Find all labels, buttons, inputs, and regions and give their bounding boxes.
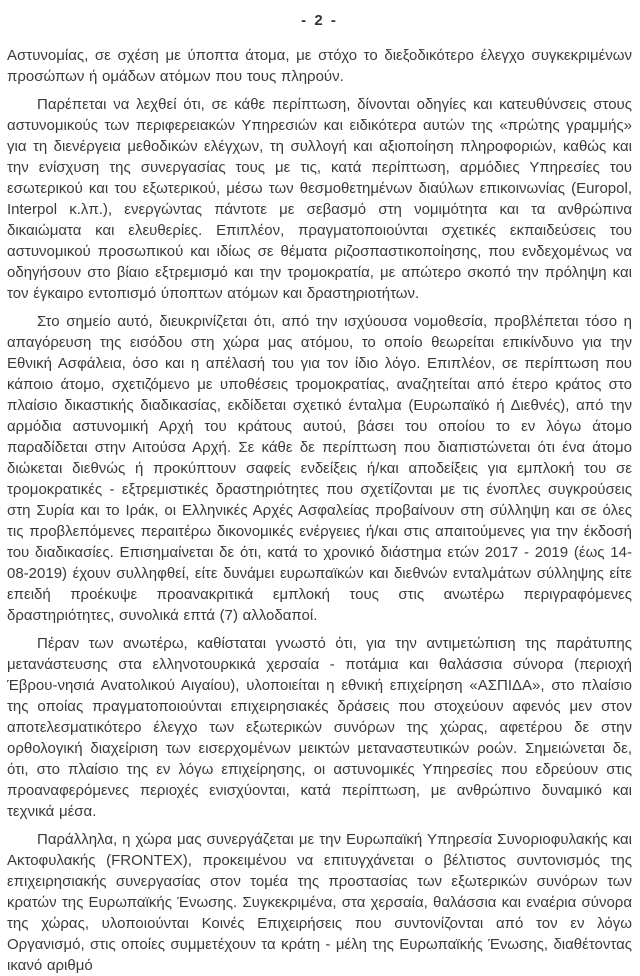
body-paragraph: Παράλληλα, η χώρα μας συνεργάζεται με την Ευρωπαϊκή Υπηρεσία Συνοριοφυλακής και Ακτοφυλακής (FRONTEX), προκειμένου να επιτυγχάνεται ο βέλτιστος συντονισμός της επιχειρησιακής συνεργασίας στον τομέα της προστασίας των εξωτερικών συνόρων των κρατών της Ευρωπαϊκής Ένωσης. Συγκεκριμένα, στα χερσαία, θαλάσσια και εναέρια σύνορα της χώρας, υλοποιούνται Κοινές Επιχειρήσεις που συντονίζονται από τον εν λόγω Οργανισμό, στις οποίες συμμετέχουν τα κράτη - μέλη της Ευρωπαϊκής Ένωσης, διαθέτοντας ικανό αριθμό [7, 831, 632, 974]
body-paragraph: Αστυνομίας, σε σχέση με ύποπτα άτομα, με στόχο το διεξοδικότερο έλεγχο συγκεκριμένων προσώπων ή ομάδων ατόμων που τους πληρούν. [7, 47, 632, 85]
body-paragraph: Παρέπεται να λεχθεί ότι, σε κάθε περίπτωση, δίνονται οδηγίες και κατευθύνσεις στους αστυνομικούς των περιφερειακών Υπηρεσιών και ειδικότερα αυτών της «πρώτης γραμμής» για τη διενέργεια μεθοδικών ελέγχων, τη συλλογή και αξιοποίηση πληροφοριών, καθώς και την ενίσχυση της συνεργασίας τους με τις, κατά περίπτωση, αρμόδιες Υπηρεσίες του εσωτερικού και του εξωτερικού, μέσω των θεσμοθετημένων διαύλων επικοινωνίας (Europol, Interpol κ.λπ.), ενεργώντας πάντοτε με σεβασμό στη νομιμότητα και τα ανθρώπινα δικαιώματα και ελευθερίες. Επιπλέον, πραγματοποιούνται σχετικές εκπαιδεύσεις του αστυνομικού προσωπικού και ιδίως σε θέματα ριζοσπαστικοποίησης, που ενδεχομένως να οδηγήσουν στο βίαιο εξτρεμισμό και την τρομοκρατία, με απώτερο σκοπό την πρόληψη και τον έγκαιρο εντοπισμό ύποπτων ατόμων και δραστηριοτήτων. [7, 96, 632, 302]
body-paragraph: Στο σημείο αυτό, διευκρινίζεται ότι, από την ισχύουσα νομοθεσία, προβλέπεται τόσο η απαγόρευση της εισόδου στη χώρα μας ατόμου, το οποίο θεωρείται επικίνδυνο για την Εθνική Ασφάλεια, όσο και η απέλασή του για τον ίδιο λόγο. Επιπλέον, σε περίπτωση που κάποιο άτομο, σχετιζόμενο με υποθέσεις τρομοκρατίας, αναζητείται από έτερο κράτος στο πλαίσιο δικαστικής διαδικασίας, εκδίδεται σχετικό ένταλμα (Ευρωπαϊκό ή Διεθνές), από την αρμόδια αστυνομική Αρχή του κράτους αυτού, βάσει του οποίου το εν λόγω άτομο παραδίδεται στην Αιτούσα Αρχή. Σε κάθε δε περίπτωση που διαπιστώνεται ότι ένα άτομο διώκεται διεθνώς ή προκύπτουν σαφείς ενδείξεις ή/και αποδείξεις για εμπλοκή του σε τρομοκρατικές - εξτρεμιστικές δραστηριότητες που σχετίζονται με τις ένοπλες συγκρούσεις στη Συρία και το Ιράκ, οι Ελληνικές Αρχές Ασφαλείας προβαίνουν στη σύλληψη και σε όλες τις προβλεπόμενες περαιτέρω δικονομικές ενέργειες ή/και στις απαιτούμενες για την έκδοσή του διαδικασίες. Επισημαίνεται δε ότι, κατά το χρονικό διάστημα ετών 2017 - 2019 (έως 14-08-2019) έχουν συλληφθεί, είτε δυνάμει ευρωπαϊκών και διεθνών ενταλμάτων σύλληψης είτε επειδή προέκυψε προανακριτικά εμπλοκή τους στις ανωτέρω περιγραφόμενες δραστηριότητες, συνολικά επτά (7) αλλοδαποί. [7, 313, 632, 624]
body-paragraph: Πέραν των ανωτέρω, καθίσταται γνωστό ότι, για την αντιμετώπιση της παράτυπης μετανάστευσης στα ελληνοτουρκικά χερσαία - ποτάμια και θαλάσσια σύνορα (περιοχή Έβρου-νησιά Ανατολικού Αιγαίου), υλοποιείται η εθνική επιχείρηση «ΑΣΠΙΔΑ», στο πλαίσιο της οποίας πραγματοποιούνται επιχειρησιακές δράσεις που στοχεύουν αφενός μεν στον αποτελεσματικότερο έλεγχο των εξωτερικών συνόρων της χώρας, αφετέρου δε στην ορθολογική διαχείριση των εισερχομένων μεικτών μεταναστευτικών ροών. Σημειώνεται δε, ότι, στο πλαίσιο της εν λόγω επιχείρησης, οι αστυνομικές Υπηρεσίες που εδρεύουν στις προαναφερόμενες περιοχές ενισχύονται, κατά περίπτωση, με ανθρώπινο δυναμικό και τεχνικά μέσα. [7, 635, 632, 820]
document-body [7, 45, 632, 976]
page-number: - 2 - [301, 12, 338, 29]
